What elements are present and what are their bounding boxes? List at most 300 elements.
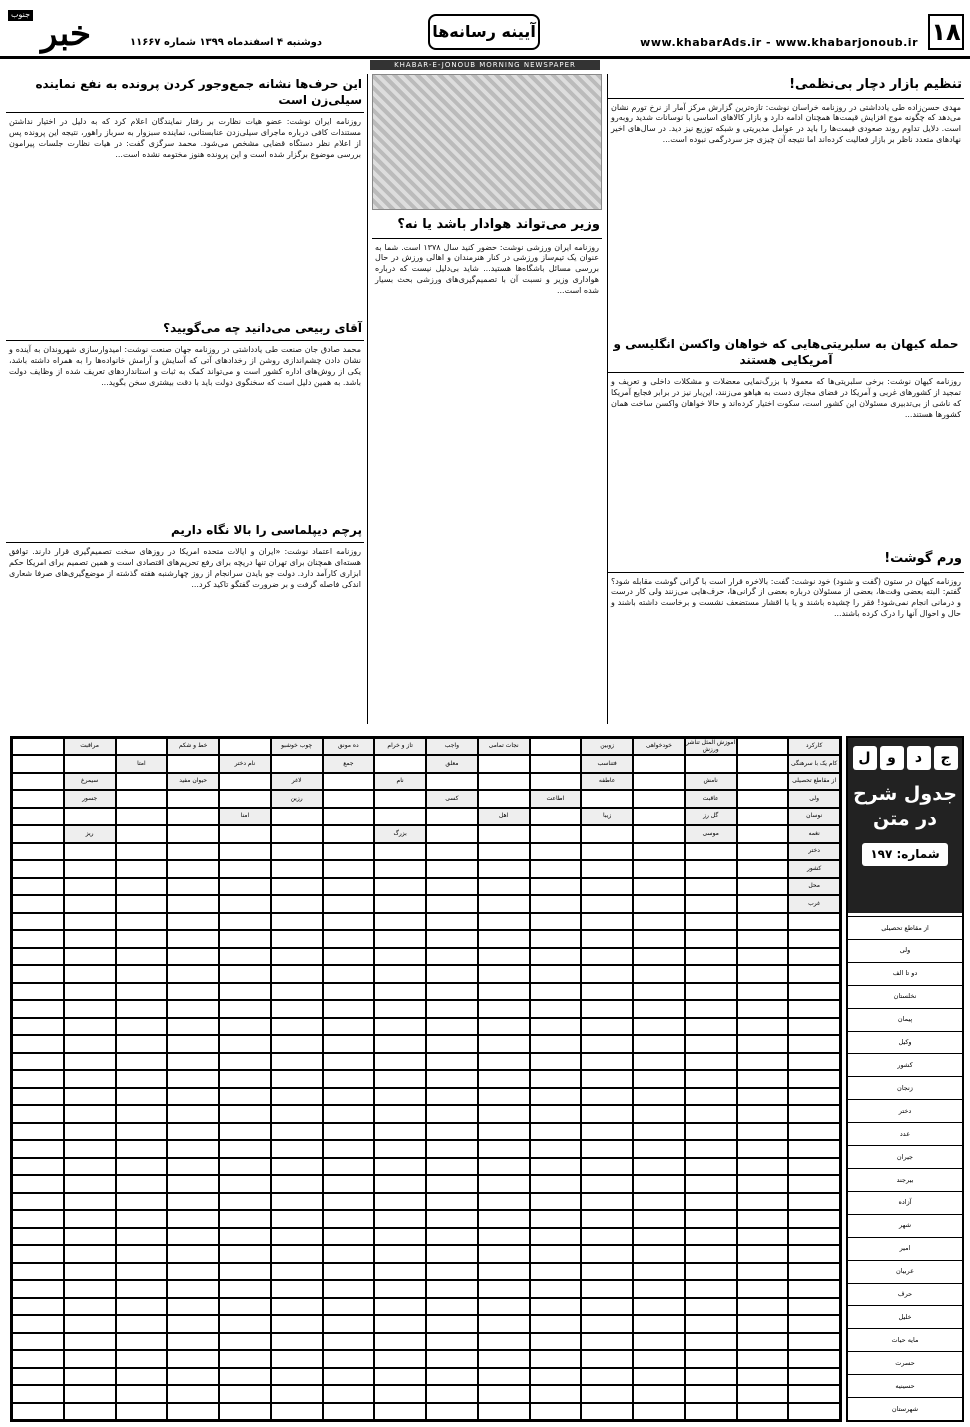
crossword-cell[interactable] — [788, 1193, 840, 1210]
crossword-cell[interactable] — [116, 1368, 168, 1385]
crossword-cell[interactable] — [167, 1403, 219, 1420]
crossword-cell[interactable] — [685, 1280, 737, 1297]
crossword-cell[interactable] — [426, 808, 478, 825]
crossword-cell[interactable] — [271, 1000, 323, 1017]
crossword-cell[interactable] — [323, 843, 375, 860]
crossword-cell[interactable] — [788, 1228, 840, 1245]
crossword-cell[interactable] — [374, 1105, 426, 1122]
crossword-cell[interactable] — [116, 965, 168, 982]
crossword-cell[interactable] — [12, 1070, 64, 1087]
crossword-cell[interactable] — [167, 1123, 219, 1141]
crossword-cell[interactable] — [374, 1263, 426, 1280]
crossword-cell[interactable] — [219, 790, 271, 807]
crossword-cell[interactable] — [530, 1070, 582, 1087]
crossword-cell[interactable] — [116, 1210, 168, 1228]
crossword-cell[interactable] — [685, 1245, 737, 1262]
crossword-cell[interactable] — [374, 1350, 426, 1367]
crossword-cell[interactable] — [271, 1140, 323, 1157]
crossword-cell[interactable] — [323, 1053, 375, 1070]
crossword-cell[interactable] — [116, 860, 168, 877]
crossword-cell[interactable] — [737, 1228, 789, 1245]
crossword-cell[interactable] — [219, 738, 271, 755]
crossword-cell[interactable] — [219, 1140, 271, 1157]
crossword-cell[interactable] — [64, 1053, 116, 1070]
crossword-cell[interactable] — [271, 1158, 323, 1175]
crossword-cell[interactable] — [737, 1070, 789, 1087]
crossword-cell[interactable] — [12, 1333, 64, 1350]
crossword-cell[interactable] — [219, 825, 271, 843]
crossword-cell[interactable] — [685, 755, 737, 772]
crossword-cell[interactable] — [737, 1280, 789, 1297]
crossword-cell[interactable] — [219, 895, 271, 912]
crossword-cell[interactable] — [116, 1245, 168, 1262]
crossword-cell[interactable] — [581, 1105, 633, 1122]
crossword-cell[interactable] — [271, 1175, 323, 1192]
crossword-cell[interactable] — [478, 1228, 530, 1245]
crossword-cell[interactable] — [426, 1193, 478, 1210]
crossword-cell[interactable] — [219, 1263, 271, 1280]
crossword-cell[interactable] — [219, 1333, 271, 1350]
crossword-cell[interactable] — [323, 1403, 375, 1420]
crossword-cell[interactable] — [530, 1105, 582, 1122]
crossword-cell[interactable] — [426, 930, 478, 948]
crossword-cell[interactable] — [478, 1263, 530, 1280]
crossword-cell[interactable] — [64, 1368, 116, 1385]
crossword-cell[interactable] — [167, 965, 219, 982]
crossword-cell[interactable] — [219, 948, 271, 965]
crossword-cell[interactable] — [64, 965, 116, 982]
crossword-cell[interactable] — [581, 878, 633, 895]
crossword-cell[interactable] — [530, 1403, 582, 1420]
crossword-cell[interactable] — [323, 1018, 375, 1036]
crossword-cell[interactable] — [633, 790, 685, 807]
crossword-cell[interactable] — [12, 1193, 64, 1210]
crossword-cell[interactable] — [478, 773, 530, 790]
crossword-cell[interactable] — [530, 1315, 582, 1333]
crossword-cell[interactable] — [374, 1298, 426, 1315]
crossword-cell[interactable] — [737, 948, 789, 965]
crossword-cell[interactable] — [64, 895, 116, 912]
crossword-cell[interactable] — [167, 1175, 219, 1192]
crossword-cell[interactable] — [271, 983, 323, 1000]
crossword-cell[interactable] — [685, 1070, 737, 1087]
crossword-cell[interactable] — [323, 1123, 375, 1141]
crossword-cell[interactable] — [116, 1263, 168, 1280]
crossword-cell[interactable] — [64, 1245, 116, 1262]
crossword-cell[interactable] — [737, 808, 789, 825]
crossword-cell[interactable] — [12, 1175, 64, 1192]
crossword-cell[interactable] — [271, 1070, 323, 1087]
crossword-cell[interactable] — [12, 878, 64, 895]
crossword-cell[interactable] — [219, 965, 271, 982]
crossword-cell[interactable] — [12, 1315, 64, 1333]
crossword-cell[interactable] — [581, 1123, 633, 1141]
crossword-cell[interactable] — [633, 1245, 685, 1262]
crossword-cell[interactable] — [737, 895, 789, 912]
crossword-cell[interactable] — [737, 773, 789, 790]
crossword-cell[interactable] — [788, 1350, 840, 1367]
crossword-cell[interactable] — [737, 1333, 789, 1350]
crossword-cell[interactable] — [530, 773, 582, 790]
crossword-cell[interactable] — [167, 1210, 219, 1228]
crossword-cell[interactable] — [633, 965, 685, 982]
crossword-cell[interactable] — [478, 1175, 530, 1192]
crossword-cell[interactable] — [530, 1193, 582, 1210]
crossword-cell[interactable] — [374, 983, 426, 1000]
crossword-cell[interactable] — [685, 1350, 737, 1367]
crossword-cell[interactable] — [12, 1158, 64, 1175]
crossword-cell[interactable] — [426, 1315, 478, 1333]
crossword-cell[interactable] — [581, 948, 633, 965]
crossword-cell[interactable] — [685, 843, 737, 860]
crossword-cell[interactable] — [581, 1403, 633, 1420]
crossword-cell[interactable] — [323, 1175, 375, 1192]
crossword-cell[interactable] — [64, 1210, 116, 1228]
crossword-cell[interactable] — [64, 1350, 116, 1367]
crossword-cell[interactable] — [426, 1333, 478, 1350]
crossword-cell[interactable] — [374, 1385, 426, 1402]
crossword-cell[interactable] — [219, 1053, 271, 1070]
crossword-cell[interactable] — [271, 860, 323, 877]
crossword-cell[interactable] — [323, 1298, 375, 1315]
crossword-cell[interactable] — [323, 965, 375, 982]
crossword-cell[interactable] — [478, 1298, 530, 1315]
crossword-cell[interactable] — [633, 1070, 685, 1087]
crossword-cell[interactable] — [374, 895, 426, 912]
crossword-cell[interactable] — [116, 1035, 168, 1052]
crossword-cell[interactable] — [478, 1350, 530, 1367]
crossword-cell[interactable] — [323, 913, 375, 930]
crossword-cell[interactable] — [12, 1368, 64, 1385]
crossword-cell[interactable] — [685, 983, 737, 1000]
crossword-cell[interactable] — [426, 1158, 478, 1175]
crossword-cell[interactable] — [12, 808, 64, 825]
crossword-cell[interactable] — [271, 1298, 323, 1315]
crossword-cell[interactable] — [167, 878, 219, 895]
crossword-cell[interactable] — [530, 1053, 582, 1070]
crossword-cell[interactable] — [116, 843, 168, 860]
crossword-cell[interactable] — [374, 1245, 426, 1262]
crossword-cell[interactable] — [323, 895, 375, 912]
crossword-cell[interactable] — [478, 1070, 530, 1087]
crossword-cell[interactable] — [685, 1403, 737, 1420]
crossword-cell[interactable] — [633, 1140, 685, 1157]
crossword-cell[interactable] — [64, 1018, 116, 1036]
crossword-cell[interactable] — [581, 1175, 633, 1192]
crossword-cell[interactable] — [530, 1123, 582, 1141]
crossword-cell[interactable] — [323, 1350, 375, 1367]
crossword-cell[interactable] — [64, 1280, 116, 1297]
crossword-cell[interactable] — [426, 773, 478, 790]
crossword-cell[interactable] — [219, 1088, 271, 1105]
crossword-cell[interactable] — [374, 860, 426, 877]
crossword-cell[interactable] — [116, 1298, 168, 1315]
crossword-cell[interactable] — [219, 1245, 271, 1262]
crossword-cell[interactable] — [116, 825, 168, 843]
crossword-cell[interactable] — [737, 1035, 789, 1052]
crossword-cell[interactable] — [167, 1000, 219, 1017]
crossword-cell[interactable] — [167, 1368, 219, 1385]
crossword-cell[interactable] — [581, 1140, 633, 1157]
crossword-cell[interactable] — [12, 965, 64, 982]
crossword-cell[interactable] — [530, 1175, 582, 1192]
crossword-cell[interactable] — [581, 860, 633, 877]
crossword-cell[interactable] — [374, 1000, 426, 1017]
crossword-cell[interactable] — [219, 1175, 271, 1192]
crossword-cell[interactable] — [374, 1070, 426, 1087]
crossword-cell[interactable] — [581, 843, 633, 860]
crossword-cell[interactable] — [12, 948, 64, 965]
crossword-cell[interactable] — [478, 878, 530, 895]
crossword-cell[interactable] — [788, 1175, 840, 1192]
crossword-cell[interactable] — [219, 878, 271, 895]
crossword-cell[interactable] — [116, 895, 168, 912]
crossword-cell[interactable] — [478, 1158, 530, 1175]
crossword-cell[interactable] — [323, 1088, 375, 1105]
crossword-cell[interactable] — [374, 1140, 426, 1157]
crossword-cell[interactable] — [685, 878, 737, 895]
crossword-cell[interactable] — [530, 1245, 582, 1262]
crossword-cell[interactable] — [271, 895, 323, 912]
crossword-cell[interactable] — [12, 1035, 64, 1052]
crossword-cell[interactable] — [633, 773, 685, 790]
crossword-cell[interactable] — [12, 773, 64, 790]
crossword-cell[interactable] — [271, 1105, 323, 1122]
crossword-cell[interactable] — [737, 825, 789, 843]
crossword-cell[interactable] — [374, 1280, 426, 1297]
crossword-cell[interactable] — [478, 1035, 530, 1052]
crossword-cell[interactable] — [737, 1123, 789, 1141]
crossword-cell[interactable] — [167, 1140, 219, 1157]
crossword-cell[interactable] — [633, 895, 685, 912]
crossword-cell[interactable] — [271, 1193, 323, 1210]
crossword-cell[interactable] — [64, 1403, 116, 1420]
crossword-cell[interactable] — [633, 843, 685, 860]
crossword-cell[interactable] — [581, 1333, 633, 1350]
crossword-cell[interactable] — [530, 808, 582, 825]
crossword-cell[interactable] — [581, 790, 633, 807]
crossword-cell[interactable] — [478, 1210, 530, 1228]
crossword-cell[interactable] — [788, 1333, 840, 1350]
crossword-cell[interactable] — [64, 983, 116, 1000]
crossword-cell[interactable] — [685, 948, 737, 965]
crossword-cell[interactable] — [737, 790, 789, 807]
crossword-cell[interactable] — [633, 1385, 685, 1402]
crossword-cell[interactable] — [581, 965, 633, 982]
crossword-cell[interactable] — [685, 1158, 737, 1175]
crossword-cell[interactable] — [581, 895, 633, 912]
crossword-cell[interactable] — [737, 1105, 789, 1122]
crossword-cell[interactable] — [12, 1280, 64, 1297]
crossword-cell[interactable] — [530, 913, 582, 930]
crossword-cell[interactable] — [116, 790, 168, 807]
crossword-cell[interactable] — [478, 1018, 530, 1036]
crossword-cell[interactable] — [271, 948, 323, 965]
crossword-cell[interactable] — [530, 1088, 582, 1105]
crossword-cell[interactable] — [323, 930, 375, 948]
crossword-cell[interactable] — [271, 843, 323, 860]
crossword-cell[interactable] — [737, 878, 789, 895]
crossword-cell[interactable] — [64, 1315, 116, 1333]
crossword-cell[interactable] — [219, 1105, 271, 1122]
crossword-cell[interactable] — [633, 1350, 685, 1367]
crossword-cell[interactable] — [323, 983, 375, 1000]
crossword-cell[interactable] — [633, 1298, 685, 1315]
crossword-cell[interactable] — [12, 790, 64, 807]
crossword-cell[interactable] — [426, 1368, 478, 1385]
crossword-cell[interactable] — [737, 1403, 789, 1420]
crossword-cell[interactable] — [116, 1088, 168, 1105]
crossword-cell[interactable] — [685, 1298, 737, 1315]
crossword-cell[interactable] — [788, 983, 840, 1000]
crossword-cell[interactable] — [167, 1158, 219, 1175]
crossword-cell[interactable] — [374, 1123, 426, 1141]
crossword-cell[interactable] — [271, 1368, 323, 1385]
crossword-cell[interactable] — [12, 913, 64, 930]
crossword-cell[interactable] — [737, 1053, 789, 1070]
crossword-cell[interactable] — [323, 773, 375, 790]
crossword-cell[interactable] — [167, 843, 219, 860]
crossword-cell[interactable] — [788, 1298, 840, 1315]
crossword-cell[interactable] — [374, 965, 426, 982]
crossword-cell[interactable] — [116, 948, 168, 965]
crossword-cell[interactable] — [685, 1088, 737, 1105]
crossword-cell[interactable] — [685, 1193, 737, 1210]
crossword-cell[interactable] — [12, 843, 64, 860]
crossword-cell[interactable] — [167, 930, 219, 948]
crossword-cell[interactable] — [633, 1368, 685, 1385]
crossword-cell[interactable] — [374, 878, 426, 895]
crossword-cell[interactable] — [581, 1035, 633, 1052]
crossword-cell[interactable] — [581, 1263, 633, 1280]
crossword-cell[interactable] — [478, 1385, 530, 1402]
crossword-cell[interactable] — [685, 895, 737, 912]
crossword-cell[interactable] — [478, 1403, 530, 1420]
crossword-cell[interactable] — [374, 808, 426, 825]
crossword-cell[interactable] — [530, 1000, 582, 1017]
crossword-cell[interactable] — [271, 1123, 323, 1141]
crossword-cell[interactable] — [12, 755, 64, 772]
crossword-cell[interactable] — [633, 930, 685, 948]
crossword-cell[interactable] — [530, 878, 582, 895]
crossword-cell[interactable] — [12, 1140, 64, 1157]
crossword-cell[interactable] — [116, 1333, 168, 1350]
crossword-cell[interactable] — [426, 843, 478, 860]
crossword-cell[interactable] — [788, 1368, 840, 1385]
crossword-cell[interactable] — [426, 983, 478, 1000]
crossword-cell[interactable] — [581, 1315, 633, 1333]
crossword-cell[interactable] — [788, 1158, 840, 1175]
crossword-cell[interactable] — [219, 930, 271, 948]
crossword-cell[interactable] — [167, 1350, 219, 1367]
crossword-cell[interactable] — [530, 755, 582, 772]
crossword-cell[interactable] — [323, 1210, 375, 1228]
crossword-cell[interactable] — [374, 1333, 426, 1350]
crossword-cell[interactable] — [478, 1123, 530, 1141]
crossword-cell[interactable] — [116, 1053, 168, 1070]
crossword-cell[interactable] — [737, 1245, 789, 1262]
crossword-cell[interactable] — [633, 1088, 685, 1105]
crossword-cell[interactable] — [530, 1140, 582, 1157]
crossword-cell[interactable] — [633, 1193, 685, 1210]
crossword-cell[interactable] — [116, 1140, 168, 1157]
crossword-cell[interactable] — [219, 1315, 271, 1333]
crossword-cell[interactable] — [167, 1053, 219, 1070]
crossword-cell[interactable] — [271, 1018, 323, 1036]
crossword-cell[interactable] — [64, 1158, 116, 1175]
crossword-cell[interactable] — [581, 1245, 633, 1262]
crossword-cell[interactable] — [374, 913, 426, 930]
crossword-cell[interactable] — [633, 1053, 685, 1070]
crossword-cell[interactable] — [530, 1263, 582, 1280]
crossword-cell[interactable] — [323, 790, 375, 807]
crossword-cell[interactable] — [12, 1263, 64, 1280]
crossword-cell[interactable] — [12, 825, 64, 843]
crossword-cell[interactable] — [426, 1000, 478, 1017]
crossword-cell[interactable] — [219, 913, 271, 930]
crossword-cell[interactable] — [323, 1035, 375, 1052]
crossword-cell[interactable] — [12, 1245, 64, 1262]
crossword-cell[interactable] — [478, 755, 530, 772]
crossword-cell[interactable] — [219, 1018, 271, 1036]
crossword-cell[interactable] — [116, 1385, 168, 1402]
crossword-cell[interactable] — [426, 1280, 478, 1297]
crossword-cell[interactable] — [374, 843, 426, 860]
crossword-cell[interactable] — [530, 1333, 582, 1350]
crossword-cell[interactable] — [64, 1193, 116, 1210]
crossword-cell[interactable] — [64, 930, 116, 948]
crossword-cell[interactable] — [64, 1175, 116, 1192]
crossword-cell[interactable] — [323, 1140, 375, 1157]
crossword-cell[interactable] — [685, 1035, 737, 1052]
crossword-cell[interactable] — [167, 808, 219, 825]
crossword-cell[interactable] — [788, 1263, 840, 1280]
crossword-cell[interactable] — [64, 808, 116, 825]
crossword-cell[interactable] — [64, 843, 116, 860]
crossword-cell[interactable] — [633, 913, 685, 930]
crossword-cell[interactable] — [64, 1105, 116, 1122]
crossword-cell[interactable] — [685, 1053, 737, 1070]
crossword-cell[interactable] — [12, 1298, 64, 1315]
crossword-cell[interactable] — [633, 755, 685, 772]
crossword-cell[interactable] — [116, 1000, 168, 1017]
crossword-cell[interactable] — [374, 1175, 426, 1192]
crossword-cell[interactable] — [633, 808, 685, 825]
crossword-cell[interactable] — [116, 773, 168, 790]
crossword-cell[interactable] — [478, 1333, 530, 1350]
crossword-cell[interactable] — [685, 1175, 737, 1192]
crossword-cell[interactable] — [12, 1210, 64, 1228]
crossword-cell[interactable] — [426, 1228, 478, 1245]
crossword-cell[interactable] — [271, 1245, 323, 1262]
crossword-cell[interactable] — [788, 1123, 840, 1141]
crossword-cell[interactable] — [426, 878, 478, 895]
crossword-cell[interactable] — [323, 1368, 375, 1385]
crossword-cell[interactable] — [167, 913, 219, 930]
crossword-cell[interactable] — [426, 1105, 478, 1122]
crossword-cell[interactable] — [633, 948, 685, 965]
crossword-cell[interactable] — [64, 1228, 116, 1245]
crossword-cell[interactable] — [271, 1333, 323, 1350]
crossword-cell[interactable] — [478, 1088, 530, 1105]
crossword-cell[interactable] — [116, 913, 168, 930]
crossword-cell[interactable] — [633, 1315, 685, 1333]
crossword-cell[interactable] — [581, 1368, 633, 1385]
crossword-cell[interactable] — [12, 1385, 64, 1402]
crossword-cell[interactable] — [219, 1193, 271, 1210]
crossword-cell[interactable] — [167, 948, 219, 965]
crossword-cell[interactable] — [426, 1403, 478, 1420]
